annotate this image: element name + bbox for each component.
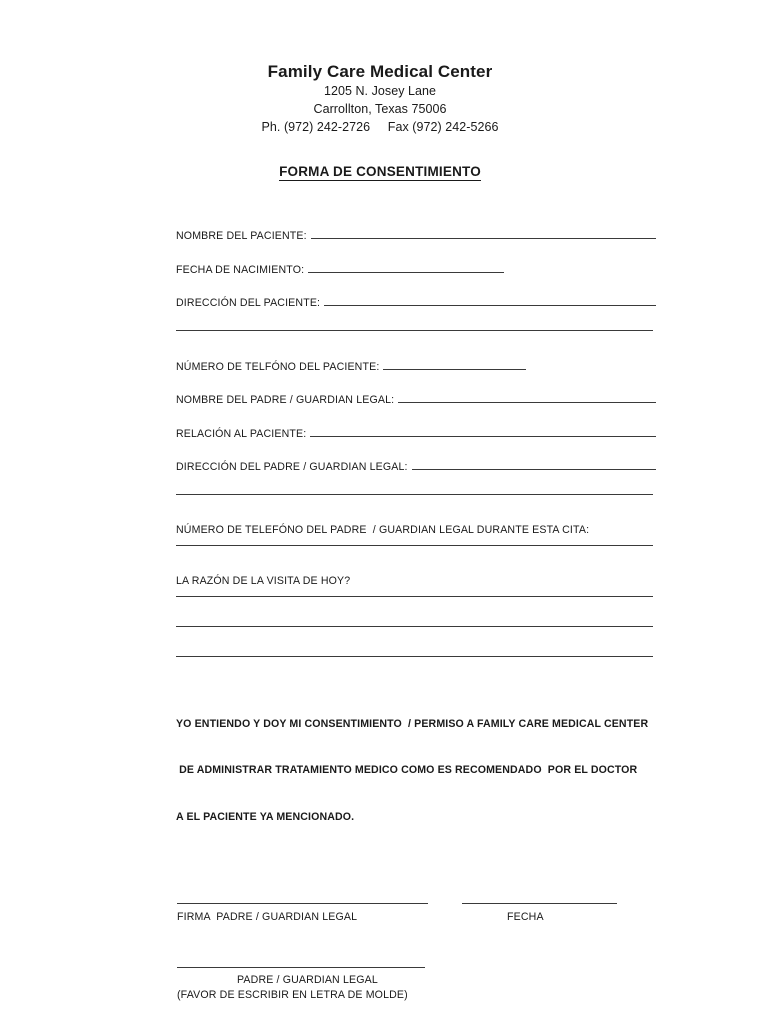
field-patient-address [176, 296, 656, 309]
field-guardian-phone-label: NÚMERO DE TELEFÓNO DEL PADRE / GUARDIAN LEGAL DURANTE ESTA CITA: [176, 523, 590, 536]
phone-fax-line: Ph. (972) 242-2726 Fax (972) 242-5266 [261, 120, 499, 134]
consent-statement [176, 686, 656, 857]
field-patient-address-label: DIRECCIÓN DEL PACIENTE: [176, 297, 321, 309]
field-visit-reason-input-line2[interactable] [176, 626, 653, 627]
form-body [176, 181, 656, 1012]
field-relation-input[interactable] [310, 427, 656, 437]
signature-date-input[interactable] [462, 903, 617, 904]
organization-name: Family Care Medical Center [267, 62, 493, 81]
printed-name-instruction: (FAVOR DE ESCRIBIR EN LETRA DE MOLDE) [177, 989, 408, 1001]
field-patient-name-label: NOMBRE DEL PACIENTE: [176, 230, 307, 242]
signature-date-caption: FECHA [507, 911, 544, 923]
printed-name-input[interactable] [177, 967, 425, 968]
consent-statement-line-3: A EL PACIENTE YA MENCIONADO. [176, 810, 355, 823]
field-visit-reason-input-line1[interactable] [176, 596, 653, 597]
field-guardian-address-input[interactable] [412, 460, 656, 470]
field-patient-name-input[interactable] [311, 229, 656, 239]
signature-input[interactable] [177, 903, 428, 904]
city-state-zip: Carrollton, Texas 75006 [313, 102, 447, 116]
field-patient-phone [176, 360, 656, 373]
field-guardian-address [176, 460, 656, 473]
page-title: FORMA DE CONSENTIMIENTO [279, 164, 481, 179]
field-guardian-name-input[interactable] [398, 393, 656, 403]
letterhead [0, 0, 760, 136]
street-address: 1205 N. Josey Lane [323, 84, 437, 98]
field-birth-date [176, 263, 656, 276]
field-birth-date-input[interactable] [308, 263, 504, 273]
field-patient-phone-input[interactable] [383, 360, 526, 370]
field-guardian-address-input-line2[interactable] [176, 494, 653, 495]
field-guardian-name-label: NOMBRE DEL PADRE / GUARDIAN LEGAL: [176, 394, 395, 406]
field-patient-name [176, 229, 656, 242]
field-visit-reason-label: LA RAZÓN DE LA VISITA DE HOY? [176, 574, 351, 587]
field-guardian-phone-input[interactable] [176, 545, 653, 546]
consent-statement-line-2: DE ADMINISTRAR TRATAMIENTO MEDICO COMO ES RECOMENDADO POR EL DOCTOR [176, 764, 638, 776]
printed-name-block [176, 962, 656, 1012]
signature-block [176, 895, 656, 935]
field-patient-phone-label: NÚMERO DE TELFÓNO DEL PACIENTE: [176, 360, 380, 373]
field-relation [176, 427, 656, 440]
field-birth-date-label: FECHA DE NACIMIENTO: [176, 263, 305, 276]
signature-caption: FIRMA PADRE / GUARDIAN LEGAL [177, 911, 358, 923]
field-guardian-address-label: DIRECCIÓN DEL PADRE / GUARDIAN LEGAL: [176, 461, 408, 473]
printed-name-caption: PADRE / GUARDIAN LEGAL [237, 974, 378, 986]
document-title-container [0, 163, 760, 181]
consent-statement-line-1: YO ENTIENDO Y DOY MI CONSENTIMIENTO / PERMISO A FAMILY CARE MEDICAL CENTER [176, 717, 649, 730]
field-patient-address-input-line2[interactable] [176, 330, 653, 331]
field-relation-label: RELACIÓN AL PACIENTE: [176, 427, 307, 440]
field-visit-reason-input-line3[interactable] [176, 656, 653, 657]
field-guardian-name [176, 393, 656, 406]
field-patient-address-input[interactable] [324, 296, 656, 306]
